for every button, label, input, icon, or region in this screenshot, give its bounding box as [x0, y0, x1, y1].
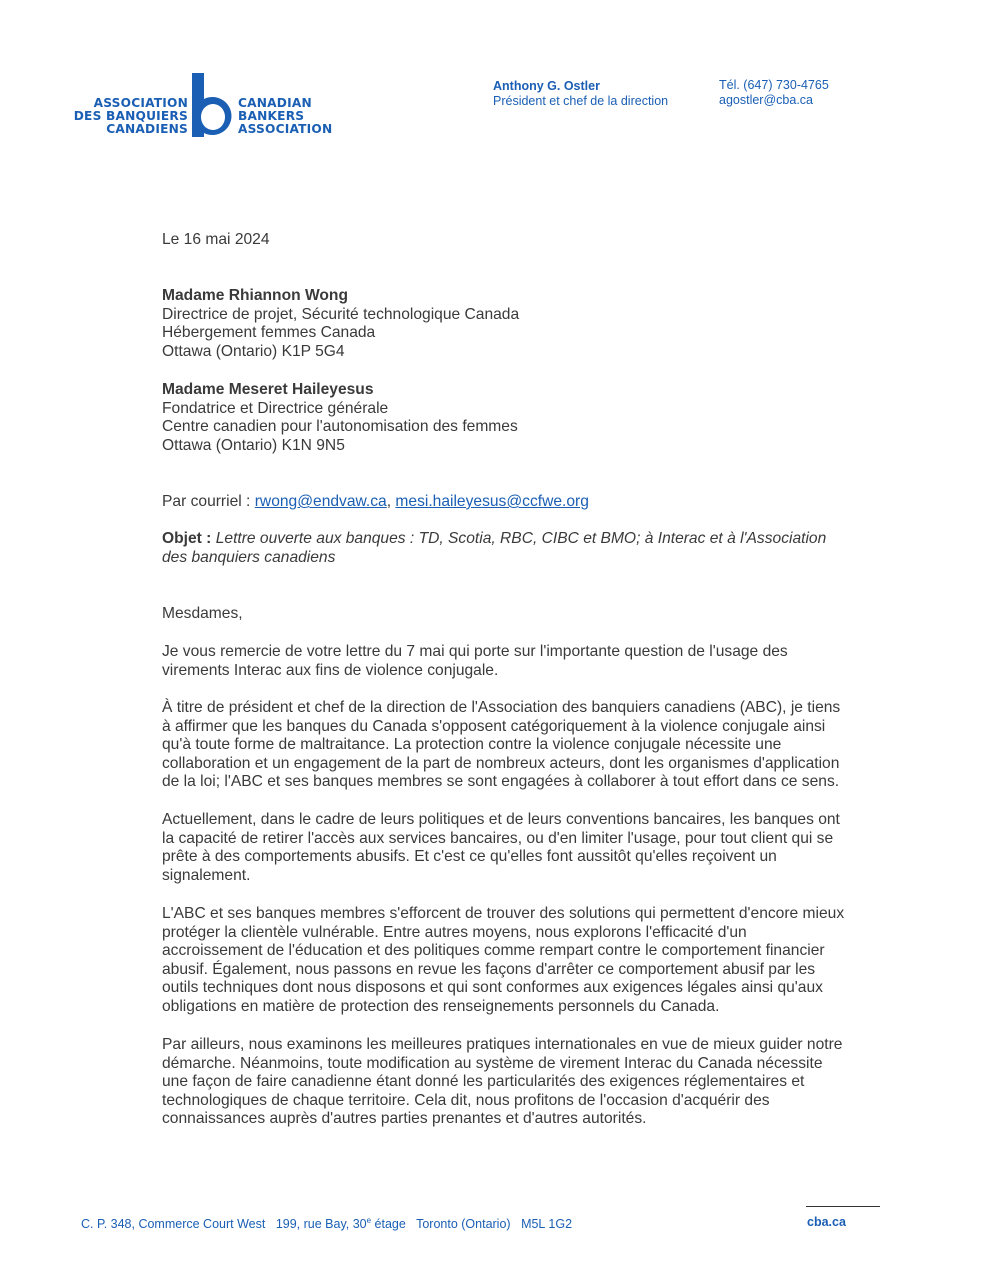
- subject-line: des banquiers canadiens: [162, 548, 336, 566]
- logo-en-line: CANADIAN: [238, 96, 312, 110]
- paragraph-line: Par ailleurs, nous examinons les meilleures pratiques internationales en vue de mieux guider notre: [162, 1036, 843, 1053]
- email-link-haileyesus[interactable]: mesi.haileyesus@ccfwe.org: [395, 493, 589, 510]
- salutation: Mesdames,: [162, 605, 243, 622]
- recipient-name: Madame Meseret Haileyesus: [162, 381, 374, 398]
- recipient-name: Madame Rhiannon Wong: [162, 287, 348, 304]
- sender-email[interactable]: agostler@cba.ca: [719, 93, 813, 107]
- subject-line: Lettre ouverte aux banques : TD, Scotia, RBC, CIBC et BMO; à Interac et à l'Association: [215, 530, 827, 547]
- paragraph-line: À titre de président et chef de la direction de l'Association des banquiers canadiens (ABC), je tiens: [162, 699, 841, 716]
- sender-name: Anthony G. Ostler: [493, 79, 600, 93]
- logo-fr-line: CANADIENS: [106, 122, 188, 136]
- paragraph-line: technologiques de chaque territoire. Cela dit, nous profitons de l'occasion d'acquérir des: [162, 1091, 770, 1109]
- recipient-line: Centre canadien pour l'autonomisation des femmes: [162, 418, 518, 436]
- footer-address: [81, 1216, 579, 1231]
- logo-fr-line: DES BANQUIERS: [73, 109, 188, 123]
- body-paragraph: [162, 905, 892, 1017]
- paragraph-line: accroissement de l'éducation et des politiques comme rempart contre le comportement financier: [162, 942, 825, 960]
- sender-phone: Tél. (647) 730-4765: [719, 78, 829, 92]
- body-paragraph: [162, 699, 892, 792]
- paragraph-line: abusif. Également, nous passons en revue les façons d'arrêter ce comportement abusif par les: [162, 960, 816, 978]
- paragraph-line: la capacité de retirer l'accès aux services bancaires, ou d'en limiter l'usage, pour tout client qui se: [162, 829, 834, 847]
- recipient-line: Directrice de projet, Sécurité technologique Canada: [162, 305, 520, 323]
- logo-en-line: BANKERS: [238, 109, 305, 123]
- recipient-line: Ottawa (Ontario) K1P 5G4: [162, 342, 345, 360]
- paragraph-line: prête à des comportements abusifs. Et c'est ce qu'elles font aussitôt qu'elles reçoivent un: [162, 848, 777, 866]
- paragraph-line: à affirmer que les banques du Canada s'opposent catégoriquement à la violence conjugale ainsi: [162, 717, 826, 735]
- paragraph-line: qu'à toute forme de maltraitance. La protection contre la violence conjugale nécessite une: [162, 736, 782, 754]
- body-paragraph: [162, 811, 892, 885]
- sender-contact: [719, 78, 829, 108]
- paragraph-line: outils techniques dont nous disposons et qui sont conformes aux exigences légales ainsi qu'aux: [162, 979, 823, 997]
- footer-street: 199, rue Bay, 30e étage: [275, 1216, 406, 1232]
- paragraph-line: signalement.: [162, 866, 251, 884]
- footer-rule: [806, 1206, 880, 1207]
- paragraph-line: obligations en matière de protection des renseignements personnels du Canada.: [162, 997, 720, 1015]
- logo-name-french: [74, 97, 188, 136]
- logo-fr-line: ASSOCIATION: [93, 96, 188, 110]
- recipient-block: [162, 287, 892, 361]
- paragraph-line: L'ABC et ses banques membres s'efforcent de trouver des solutions qui permettent d'encore mieux: [162, 905, 845, 922]
- logo-name-english: [238, 97, 332, 136]
- recipient-block: [162, 381, 892, 455]
- paragraph-line: démarche. Néanmoins, toute modification au système de virement Interac du Canada nécessite: [162, 1054, 823, 1072]
- body-paragraph: [162, 643, 892, 680]
- footer-website[interactable]: cba.ca: [807, 1215, 846, 1229]
- body-paragraph: [162, 1036, 892, 1129]
- paragraph-line: virements Interac aux fins de violence conjugale.: [162, 661, 499, 679]
- paragraph-line: protéger la clientèle vulnérable. Entre autres moyens, nous explorons l'efficacité d'un: [162, 923, 747, 941]
- delivery-line: [162, 493, 892, 512]
- delivery-label: Par courriel :: [162, 493, 255, 510]
- delivery-separator: ,: [386, 493, 396, 510]
- paragraph-line: de la loi; l'ABC et ses banques membres se sont engagées à collaborer à tout effort dans ce sens.: [162, 773, 840, 791]
- paragraph-line: une façon de faire canadienne étant donné les particularités des exigences réglementaires et: [162, 1073, 805, 1091]
- paragraph-line: connaissances auprès d'autres parties prenantes et d'autres autorités.: [162, 1110, 647, 1128]
- paragraph-line: Actuellement, dans le cadre de leurs politiques et de leurs conventions bancaires, les banques ont: [162, 811, 840, 828]
- paragraph-line: collaboration et un engagement de la part de nombreux acteurs, dont les organismes d'application: [162, 754, 840, 772]
- sender-title: Président et chef de la direction: [493, 94, 669, 108]
- recipient-line: Fondatrice et Directrice générale: [162, 399, 389, 417]
- subject-block: [162, 530, 892, 567]
- paragraph-line: Je vous remercie de votre lettre du 7 mai qui porte sur l'importante question de l'usage des: [162, 643, 788, 660]
- footer-po-box: C. P. 348, Commerce Court West: [81, 1217, 266, 1232]
- footer-postal: M5L 1G2: [521, 1217, 573, 1232]
- email-link-wong[interactable]: rwong@endvaw.ca: [254, 493, 387, 510]
- recipient-line: Ottawa (Ontario) K1N 9N5: [162, 436, 345, 454]
- subject-label: Objet :: [162, 530, 216, 547]
- sender-block: [493, 79, 668, 109]
- letter-date: Le 16 mai 2024: [162, 231, 270, 248]
- recipient-line: Hébergement femmes Canada: [162, 324, 376, 342]
- footer-city: Toronto (Ontario): [416, 1217, 511, 1232]
- bank-logo-b-icon: [190, 71, 236, 141]
- logo-en-line: ASSOCIATION: [238, 122, 333, 136]
